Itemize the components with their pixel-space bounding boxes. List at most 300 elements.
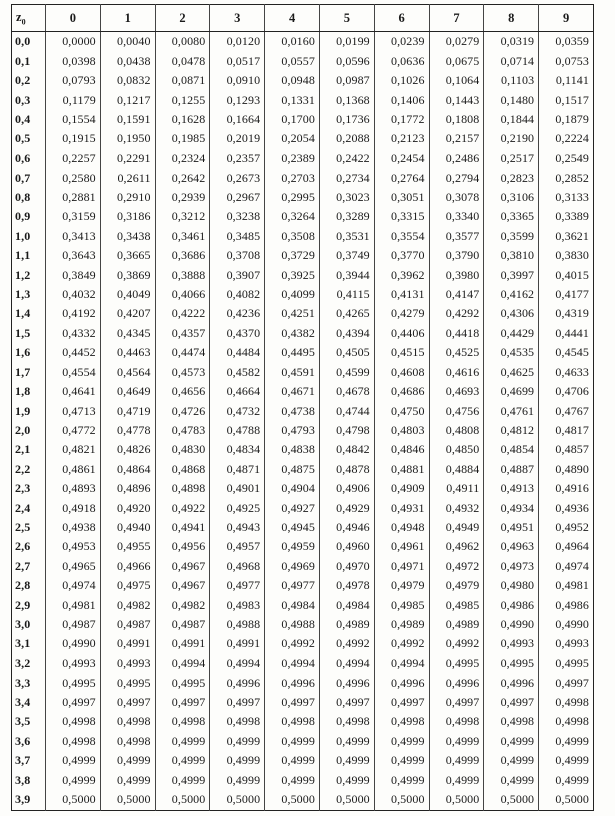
probability-cell: 0,4834 xyxy=(210,440,265,460)
probability-cell: 0,4999 xyxy=(155,770,210,790)
probability-cell: 0,4987 xyxy=(100,615,155,635)
probability-cell: 0,2257 xyxy=(46,149,101,169)
probability-cell: 0,4732 xyxy=(210,401,265,420)
probability-cell: 0,4998 xyxy=(100,731,155,751)
probability-cell: 0,4898 xyxy=(155,479,210,499)
probability-cell: 0,4394 xyxy=(319,323,374,343)
probability-cell: 0,4995 xyxy=(429,654,484,674)
z-value: 1,7 xyxy=(12,362,46,382)
probability-cell: 0,5000 xyxy=(374,790,429,811)
probability-cell: 0,4452 xyxy=(46,343,101,363)
probability-cell: 0,4948 xyxy=(374,518,429,538)
z-value: 1,8 xyxy=(12,382,46,402)
probability-cell: 0,4929 xyxy=(319,499,374,518)
probability-cell: 0,3810 xyxy=(484,246,539,266)
probability-cell: 0,3485 xyxy=(210,226,265,246)
probability-cell: 0,2611 xyxy=(100,168,155,188)
probability-cell: 0,4955 xyxy=(100,537,155,557)
probability-cell: 0,4994 xyxy=(210,654,265,674)
probability-cell: 0,4671 xyxy=(265,382,320,402)
probability-cell: 0,4222 xyxy=(155,304,210,323)
probability-cell: 0,3133 xyxy=(539,188,594,208)
column-header: 2 xyxy=(155,5,210,32)
probability-cell: 0,1293 xyxy=(210,91,265,111)
probability-cell: 0,0714 xyxy=(484,52,539,72)
probability-cell: 0,4987 xyxy=(155,615,210,635)
probability-cell: 0,4251 xyxy=(265,304,320,323)
probability-cell: 0,3849 xyxy=(46,265,101,285)
probability-cell: 0,4997 xyxy=(265,693,320,712)
probability-cell: 0,3944 xyxy=(319,265,374,285)
table-row xyxy=(12,712,594,732)
probability-cell: 0,4974 xyxy=(46,576,101,596)
table-row xyxy=(12,188,594,208)
probability-cell: 0,4953 xyxy=(46,537,101,557)
probability-cell: 0,4979 xyxy=(374,576,429,596)
probability-cell: 0,4957 xyxy=(210,537,265,557)
probability-cell: 0,1179 xyxy=(46,91,101,111)
probability-cell: 0,4989 xyxy=(429,615,484,635)
probability-cell: 0,4463 xyxy=(100,343,155,363)
probability-cell: 0,4983 xyxy=(210,596,265,615)
probability-cell: 0,4382 xyxy=(265,323,320,343)
probability-cell: 0,4306 xyxy=(484,304,539,323)
probability-cell: 0,4345 xyxy=(100,323,155,343)
z-value: 1,0 xyxy=(12,226,46,246)
probability-cell: 0,4911 xyxy=(429,479,484,499)
probability-cell: 0,4997 xyxy=(100,693,155,712)
probability-cell: 0,4686 xyxy=(374,382,429,402)
probability-cell: 0,2967 xyxy=(210,188,265,208)
probability-cell: 0,4357 xyxy=(155,323,210,343)
probability-cell: 0,1985 xyxy=(155,129,210,149)
table-row xyxy=(12,362,594,382)
probability-cell: 0,4838 xyxy=(265,440,320,460)
probability-cell: 0,2324 xyxy=(155,149,210,169)
table-row xyxy=(12,91,594,111)
probability-cell: 0,1591 xyxy=(100,110,155,129)
probability-cell: 0,4864 xyxy=(100,460,155,480)
probability-cell: 0,3413 xyxy=(46,226,101,246)
probability-cell: 0,4066 xyxy=(155,285,210,305)
probability-cell: 0,4964 xyxy=(539,537,594,557)
probability-cell: 0,0120 xyxy=(210,32,265,52)
probability-cell: 0,4738 xyxy=(265,401,320,420)
probability-cell: 0,4999 xyxy=(539,731,594,751)
probability-cell: 0,4099 xyxy=(265,285,320,305)
probability-cell: 0,0910 xyxy=(210,71,265,91)
probability-cell: 0,4970 xyxy=(319,557,374,577)
z-value: 2,1 xyxy=(12,440,46,460)
probability-cell: 0,4525 xyxy=(429,343,484,363)
probability-cell: 0,4726 xyxy=(155,401,210,420)
probability-cell: 0,4857 xyxy=(539,440,594,460)
z-value: 0,3 xyxy=(12,91,46,111)
probability-cell: 0,4922 xyxy=(155,499,210,518)
probability-cell: 0,4999 xyxy=(484,731,539,751)
probability-cell: 0,4649 xyxy=(100,382,155,402)
z-value: 0,7 xyxy=(12,168,46,188)
probability-cell: 0,5000 xyxy=(155,790,210,811)
table-row xyxy=(12,460,594,480)
probability-cell: 0,4996 xyxy=(429,673,484,693)
z-value: 1,4 xyxy=(12,304,46,323)
probability-cell: 0,0199 xyxy=(319,32,374,52)
probability-cell: 0,2517 xyxy=(484,149,539,169)
probability-cell: 0,4608 xyxy=(374,362,429,382)
probability-cell: 0,0279 xyxy=(429,32,484,52)
probability-cell: 0,2454 xyxy=(374,149,429,169)
probability-cell: 0,3770 xyxy=(374,246,429,266)
probability-cell: 0,3289 xyxy=(319,207,374,226)
probability-cell: 0,4147 xyxy=(429,285,484,305)
probability-cell: 0,5000 xyxy=(100,790,155,811)
table-row xyxy=(12,790,594,811)
probability-cell: 0,4901 xyxy=(210,479,265,499)
probability-cell: 0,2823 xyxy=(484,168,539,188)
probability-cell: 0,4980 xyxy=(484,576,539,596)
z-value: 0,6 xyxy=(12,149,46,169)
column-header: 6 xyxy=(374,5,429,32)
probability-cell: 0,4850 xyxy=(429,440,484,460)
probability-cell: 0,3907 xyxy=(210,265,265,285)
probability-cell: 0,3508 xyxy=(265,226,320,246)
probability-cell: 0,2910 xyxy=(100,188,155,208)
probability-cell: 0,4979 xyxy=(429,576,484,596)
probability-cell: 0,4162 xyxy=(484,285,539,305)
probability-cell: 0,4999 xyxy=(484,751,539,771)
probability-cell: 0,4996 xyxy=(484,673,539,693)
probability-cell: 0,2224 xyxy=(539,129,594,149)
probability-cell: 0,4995 xyxy=(155,673,210,693)
z-value: 2,4 xyxy=(12,499,46,518)
probability-cell: 0,4997 xyxy=(429,693,484,712)
probability-cell: 0,3599 xyxy=(484,226,539,246)
probability-cell: 0,4994 xyxy=(374,654,429,674)
probability-cell: 0,5000 xyxy=(210,790,265,811)
probability-cell: 0,4994 xyxy=(155,654,210,674)
probability-cell: 0,4582 xyxy=(210,362,265,382)
probability-cell: 0,5000 xyxy=(539,790,594,811)
probability-cell: 0,3554 xyxy=(374,226,429,246)
z-value: 1,6 xyxy=(12,343,46,363)
probability-cell: 0,4966 xyxy=(100,557,155,577)
probability-cell: 0,4616 xyxy=(429,362,484,382)
probability-cell: 0,1628 xyxy=(155,110,210,129)
probability-cell: 0,4998 xyxy=(155,712,210,732)
probability-cell: 0,4998 xyxy=(484,712,539,732)
probability-cell: 0,0832 xyxy=(100,71,155,91)
column-header: 9 xyxy=(539,5,594,32)
probability-cell: 0,4998 xyxy=(46,712,101,732)
probability-cell: 0,4999 xyxy=(429,770,484,790)
probability-cell: 0,4995 xyxy=(100,673,155,693)
probability-cell: 0,4535 xyxy=(484,343,539,363)
probability-cell: 0,4999 xyxy=(100,770,155,790)
probability-cell: 0,4192 xyxy=(46,304,101,323)
probability-cell: 0,4177 xyxy=(539,285,594,305)
probability-cell: 0,4991 xyxy=(100,634,155,654)
z-value: 3,5 xyxy=(12,712,46,732)
table-row xyxy=(12,246,594,266)
z-value: 3,3 xyxy=(12,673,46,693)
probability-cell: 0,4982 xyxy=(100,596,155,615)
probability-cell: 0,0793 xyxy=(46,71,101,91)
probability-cell: 0,4927 xyxy=(265,499,320,518)
table-row xyxy=(12,673,594,693)
probability-cell: 0,1064 xyxy=(429,71,484,91)
probability-cell: 0,4993 xyxy=(100,654,155,674)
probability-cell: 0,0753 xyxy=(539,52,594,72)
z-value: 0,9 xyxy=(12,207,46,226)
probability-cell: 0,4945 xyxy=(265,518,320,538)
table-body xyxy=(12,32,594,811)
probability-cell: 0,4878 xyxy=(319,460,374,480)
probability-cell: 0,3665 xyxy=(100,246,155,266)
probability-cell: 0,4854 xyxy=(484,440,539,460)
probability-cell: 0,4999 xyxy=(210,770,265,790)
probability-cell: 0,3186 xyxy=(100,207,155,226)
probability-cell: 0,4279 xyxy=(374,304,429,323)
probability-cell: 0,4319 xyxy=(539,304,594,323)
z-value: 2,3 xyxy=(12,479,46,499)
probability-cell: 0,3438 xyxy=(100,226,155,246)
probability-cell: 0,4999 xyxy=(155,731,210,751)
probability-cell: 0,5000 xyxy=(484,790,539,811)
probability-cell: 0,4495 xyxy=(265,343,320,363)
probability-cell: 0,4505 xyxy=(319,343,374,363)
probability-cell: 0,4987 xyxy=(46,615,101,635)
z-subscript: 0 xyxy=(21,17,26,27)
probability-cell: 0,2852 xyxy=(539,168,594,188)
probability-cell: 0,3051 xyxy=(374,188,429,208)
probability-cell: 0,4991 xyxy=(155,634,210,654)
probability-cell: 0,3708 xyxy=(210,246,265,266)
probability-cell: 0,4999 xyxy=(539,751,594,771)
probability-cell: 0,4999 xyxy=(319,751,374,771)
column-header: 8 xyxy=(484,5,539,32)
probability-cell: 0,4693 xyxy=(429,382,484,402)
probability-cell: 0,4972 xyxy=(429,557,484,577)
probability-cell: 0,4236 xyxy=(210,304,265,323)
probability-cell: 0,4989 xyxy=(319,615,374,635)
z-value: 1,3 xyxy=(12,285,46,305)
probability-cell: 0,3531 xyxy=(319,226,374,246)
probability-cell: 0,4982 xyxy=(155,596,210,615)
probability-cell: 0,4798 xyxy=(319,421,374,441)
probability-cell: 0,4554 xyxy=(46,362,101,382)
probability-cell: 0,3389 xyxy=(539,207,594,226)
probability-cell: 0,4985 xyxy=(429,596,484,615)
z-value: 0,8 xyxy=(12,188,46,208)
table-row xyxy=(12,518,594,538)
probability-cell: 0,4292 xyxy=(429,304,484,323)
probability-cell: 0,4545 xyxy=(539,343,594,363)
probability-cell: 0,1736 xyxy=(319,110,374,129)
probability-cell: 0,1950 xyxy=(100,129,155,149)
probability-cell: 0,4997 xyxy=(155,693,210,712)
probability-cell: 0,2881 xyxy=(46,188,101,208)
probability-cell: 0,4783 xyxy=(155,421,210,441)
probability-cell: 0,4591 xyxy=(265,362,320,382)
column-header: 4 xyxy=(265,5,320,32)
probability-cell: 0,3980 xyxy=(429,265,484,285)
table-row xyxy=(12,499,594,518)
probability-cell: 0,4962 xyxy=(429,537,484,557)
probability-cell: 0,4418 xyxy=(429,323,484,343)
probability-cell: 0,3078 xyxy=(429,188,484,208)
probability-cell: 0,1368 xyxy=(319,91,374,111)
probability-cell: 0,1664 xyxy=(210,110,265,129)
probability-cell: 0,3106 xyxy=(484,188,539,208)
probability-cell: 0,4808 xyxy=(429,421,484,441)
table-row xyxy=(12,207,594,226)
probability-cell: 0,0675 xyxy=(429,52,484,72)
probability-cell: 0,2995 xyxy=(265,188,320,208)
probability-cell: 0,4999 xyxy=(484,770,539,790)
probability-cell: 0,4999 xyxy=(374,770,429,790)
probability-cell: 0,2389 xyxy=(265,149,320,169)
probability-cell: 0,2357 xyxy=(210,149,265,169)
probability-cell: 0,4842 xyxy=(319,440,374,460)
probability-cell: 0,4981 xyxy=(46,596,101,615)
probability-cell: 0,2054 xyxy=(265,129,320,149)
probability-cell: 0,4881 xyxy=(374,460,429,480)
probability-cell: 0,4988 xyxy=(265,615,320,635)
probability-cell: 0,4936 xyxy=(539,499,594,518)
probability-cell: 0,1406 xyxy=(374,91,429,111)
probability-cell: 0,1480 xyxy=(484,91,539,111)
z-value: 2,9 xyxy=(12,596,46,615)
probability-cell: 0,4861 xyxy=(46,460,101,480)
table-row xyxy=(12,596,594,615)
column-header: 5 xyxy=(319,5,374,32)
probability-cell: 0,4992 xyxy=(319,634,374,654)
probability-cell: 0,4049 xyxy=(100,285,155,305)
probability-cell: 0,4995 xyxy=(484,654,539,674)
table-row xyxy=(12,751,594,771)
probability-cell: 0,4896 xyxy=(100,479,155,499)
table-row xyxy=(12,401,594,420)
table-row xyxy=(12,634,594,654)
table-row xyxy=(12,71,594,91)
probability-cell: 0,4830 xyxy=(155,440,210,460)
probability-cell: 0,3264 xyxy=(265,207,320,226)
probability-cell: 0,4803 xyxy=(374,421,429,441)
probability-cell: 0,4925 xyxy=(210,499,265,518)
probability-cell: 0,4429 xyxy=(484,323,539,343)
probability-cell: 0,4893 xyxy=(46,479,101,499)
probability-cell: 0,4967 xyxy=(155,557,210,577)
probability-cell: 0,1844 xyxy=(484,110,539,129)
probability-cell: 0,4821 xyxy=(46,440,101,460)
probability-cell: 0,4999 xyxy=(210,751,265,771)
table-row xyxy=(12,285,594,305)
probability-cell: 0,4946 xyxy=(319,518,374,538)
probability-cell: 0,4999 xyxy=(374,751,429,771)
probability-cell: 0,1808 xyxy=(429,110,484,129)
probability-cell: 0,1517 xyxy=(539,91,594,111)
probability-cell: 0,4999 xyxy=(319,731,374,751)
probability-cell: 0,4999 xyxy=(210,731,265,751)
probability-cell: 0,0239 xyxy=(374,32,429,52)
z-value: 2,7 xyxy=(12,557,46,577)
probability-cell: 0,4971 xyxy=(374,557,429,577)
probability-cell: 0,4719 xyxy=(100,401,155,420)
probability-cell: 0,4868 xyxy=(155,460,210,480)
table-row xyxy=(12,479,594,499)
z-value: 3,2 xyxy=(12,654,46,674)
probability-cell: 0,4996 xyxy=(319,673,374,693)
probability-cell: 0,4968 xyxy=(210,557,265,577)
probability-cell: 0,4998 xyxy=(46,731,101,751)
probability-cell: 0,2157 xyxy=(429,129,484,149)
probability-cell: 0,3023 xyxy=(319,188,374,208)
probability-cell: 0,4998 xyxy=(100,712,155,732)
probability-cell: 0,4965 xyxy=(46,557,101,577)
probability-cell: 0,4265 xyxy=(319,304,374,323)
probability-cell: 0,2088 xyxy=(319,129,374,149)
probability-cell: 0,4990 xyxy=(484,615,539,635)
probability-cell: 0,4999 xyxy=(265,731,320,751)
probability-cell: 0,4812 xyxy=(484,421,539,441)
table-row xyxy=(12,168,594,188)
z-value: 3,6 xyxy=(12,731,46,751)
probability-cell: 0,0359 xyxy=(539,32,594,52)
table-row xyxy=(12,32,594,52)
probability-cell: 0,4484 xyxy=(210,343,265,363)
probability-cell: 0,4999 xyxy=(155,751,210,771)
probability-cell: 0,3749 xyxy=(319,246,374,266)
probability-cell: 0,4999 xyxy=(46,770,101,790)
probability-cell: 0,2422 xyxy=(319,149,374,169)
probability-cell: 0,4999 xyxy=(265,770,320,790)
probability-cell: 0,4997 xyxy=(539,673,594,693)
probability-cell: 0,4938 xyxy=(46,518,101,538)
probability-cell: 0,4993 xyxy=(46,654,101,674)
probability-cell: 0,0636 xyxy=(374,52,429,72)
probability-cell: 0,4998 xyxy=(210,712,265,732)
probability-cell: 0,4015 xyxy=(539,265,594,285)
probability-cell: 0,4564 xyxy=(100,362,155,382)
probability-cell: 0,4996 xyxy=(210,673,265,693)
probability-cell: 0,4951 xyxy=(484,518,539,538)
probability-cell: 0,4978 xyxy=(319,576,374,596)
z-value: 3,9 xyxy=(12,790,46,811)
probability-cell: 0,3365 xyxy=(484,207,539,226)
probability-cell: 0,5000 xyxy=(46,790,101,811)
table-row xyxy=(12,770,594,790)
z-value: 3,0 xyxy=(12,615,46,635)
z-value: 0,1 xyxy=(12,52,46,72)
probability-cell: 0,1026 xyxy=(374,71,429,91)
probability-cell: 0,4988 xyxy=(210,615,265,635)
probability-cell: 0,0987 xyxy=(319,71,374,91)
table-row xyxy=(12,557,594,577)
probability-cell: 0,4994 xyxy=(319,654,374,674)
probability-cell: 0,4956 xyxy=(155,537,210,557)
probability-cell: 0,4744 xyxy=(319,401,374,420)
probability-cell: 0,0438 xyxy=(100,52,155,72)
column-header: 1 xyxy=(100,5,155,32)
z-value: 1,2 xyxy=(12,265,46,285)
probability-cell: 0,4991 xyxy=(210,634,265,654)
probability-cell: 0,4664 xyxy=(210,382,265,402)
probability-cell: 0,4904 xyxy=(265,479,320,499)
table-row xyxy=(12,149,594,169)
probability-cell: 0,4756 xyxy=(429,401,484,420)
probability-cell: 0,4884 xyxy=(429,460,484,480)
